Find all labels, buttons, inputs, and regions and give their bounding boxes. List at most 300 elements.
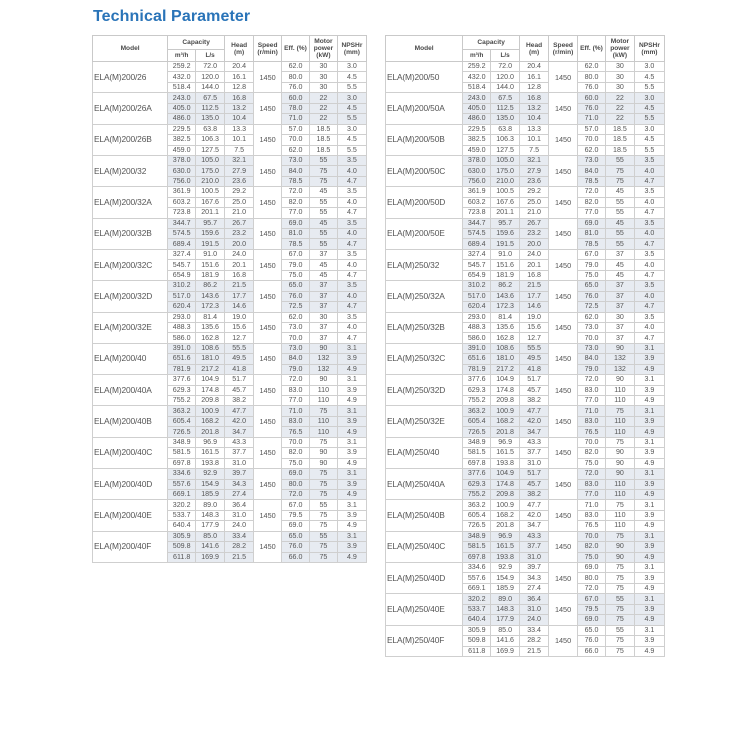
eff-cell: 76.0 [578,636,606,646]
flow-m3h-cell: 723.8 [463,208,491,218]
flow-m3h-cell: 629.3 [463,385,491,395]
eff-cell: 70.0 [578,531,606,541]
flow-m3h-cell: 581.5 [168,448,196,458]
eff-cell: 81.0 [282,229,310,239]
eff-cell: 83.0 [578,510,606,520]
motor-power-cell: 75 [605,563,634,573]
head-cell: 12.7 [520,333,549,343]
motor-power-cell: 37 [309,322,337,332]
model-cell: ELA(M)200/32B [93,218,168,249]
flow-m3h-cell: 605.4 [168,416,196,426]
motor-power-cell: 75 [605,176,634,186]
table-row [386,375,665,385]
eff-cell: 60.0 [578,93,606,103]
speed-cell: 1450 [549,343,578,374]
head-cell: 10.1 [225,135,254,145]
npshr-cell: 4.7 [634,176,664,186]
flow-m3h-cell: 586.0 [463,333,491,343]
flow-m3h-cell: 726.5 [168,427,196,437]
head-cell: 36.4 [520,594,549,604]
npshr-cell: 4.0 [634,229,664,239]
flow-m3h-cell: 377.6 [463,375,491,385]
flow-ls-cell: 175.0 [491,166,520,176]
flow-ls-cell: 209.8 [491,396,520,406]
model-cell: ELA(M)200/40 [93,343,168,374]
flow-m3h-cell: 781.9 [463,364,491,374]
flow-ls-cell: 112.5 [491,103,520,113]
flow-m3h-cell: 305.9 [463,625,491,635]
header-model: Model [93,36,168,62]
flow-m3h-cell: 603.2 [168,197,196,207]
eff-cell: 83.0 [578,479,606,489]
flow-ls-cell: 72.0 [196,62,225,72]
model-cell: ELA(M)200/50A [386,93,463,124]
eff-cell: 65.0 [578,625,606,635]
head-cell: 49.5 [225,354,254,364]
motor-power-cell: 75 [605,531,634,541]
head-cell: 14.6 [225,302,254,312]
flow-ls-cell: 91.0 [491,249,520,259]
head-cell: 20.0 [520,239,549,249]
flow-m3h-cell: 533.7 [463,604,491,614]
eff-cell: 84.0 [578,166,606,176]
eff-cell: 71.0 [578,114,606,124]
flow-m3h-cell: 557.6 [168,479,196,489]
flow-m3h-cell: 243.0 [463,93,491,103]
flow-m3h-cell: 611.8 [168,552,196,562]
npshr-cell: 4.0 [634,260,664,270]
motor-power-cell: 45 [605,218,634,228]
npshr-cell: 4.7 [337,239,366,249]
model-cell: ELA(M)200/32E [93,312,168,343]
eff-cell: 77.0 [578,489,606,499]
flow-m3h-cell: 605.4 [463,416,491,426]
head-cell: 38.2 [225,396,254,406]
flow-m3h-cell: 243.0 [168,93,196,103]
motor-power-cell: 37 [605,302,634,312]
model-cell: ELA(M)250/32B [386,312,463,343]
head-cell: 27.4 [225,489,254,499]
eff-cell: 77.0 [282,208,310,218]
model-cell: ELA(M)200/40F [93,531,168,562]
flow-ls-cell: 209.8 [491,489,520,499]
flow-m3h-cell: 574.5 [168,229,196,239]
flow-ls-cell: 100.9 [196,406,225,416]
npshr-cell: 4.5 [634,72,664,82]
parameter-table-right [385,35,665,657]
flow-ls-cell: 172.3 [491,302,520,312]
head-cell: 37.7 [520,542,549,552]
flow-ls-cell: 143.6 [196,291,225,301]
header-flow-m3h: m³/h [463,50,491,62]
motor-power-cell: 110 [309,427,337,437]
flow-m3h-cell: 459.0 [463,145,491,155]
eff-cell: 75.0 [282,458,310,468]
flow-ls-cell: 105.0 [196,155,225,165]
flow-ls-cell: 86.2 [196,281,225,291]
npshr-cell: 3.0 [634,93,664,103]
eff-cell: 70.0 [578,437,606,447]
eff-cell: 65.0 [578,281,606,291]
flow-ls-cell: 144.0 [196,82,225,92]
motor-power-cell: 90 [309,448,337,458]
flow-ls-cell: 168.2 [196,416,225,426]
motor-power-cell: 55 [309,197,337,207]
header-npshr: NPSHr (mm) [634,36,664,62]
head-cell: 43.3 [225,437,254,447]
head-cell: 32.1 [225,155,254,165]
model-cell: ELA(M)200/50B [386,124,463,155]
flow-ls-cell: 169.9 [196,552,225,562]
flow-m3h-cell: 518.4 [168,82,196,92]
motor-power-cell: 90 [605,552,634,562]
npshr-cell: 4.9 [634,458,664,468]
flow-ls-cell: 81.4 [196,312,225,322]
motor-power-cell: 55 [309,239,337,249]
eff-cell: 67.0 [282,500,310,510]
model-cell: ELA(M)200/40E [93,500,168,531]
flow-ls-cell: 167.6 [196,197,225,207]
flow-ls-cell: 193.8 [196,458,225,468]
npshr-cell: 3.0 [337,62,366,72]
head-cell: 13.3 [225,124,254,134]
npshr-cell: 4.7 [634,270,664,280]
flow-m3h-cell: 726.5 [463,521,491,531]
npshr-cell: 4.9 [337,521,366,531]
eff-cell: 73.0 [282,155,310,165]
motor-power-cell: 75 [605,646,634,656]
motor-power-cell: 75 [605,406,634,416]
flow-ls-cell: 172.3 [196,302,225,312]
flow-ls-cell: 161.5 [196,448,225,458]
model-cell: ELA(M)200/40B [93,406,168,437]
motor-power-cell: 90 [309,458,337,468]
table-row [386,312,665,322]
head-cell: 20.4 [225,62,254,72]
motor-power-cell: 90 [605,469,634,479]
speed-cell: 1450 [254,62,282,93]
model-cell: ELA(M)200/26A [93,93,168,124]
head-cell: 27.9 [225,166,254,176]
head-cell: 19.0 [520,312,549,322]
speed-cell: 1450 [549,563,578,594]
flow-m3h-cell: 603.2 [463,197,491,207]
flow-m3h-cell: 629.3 [463,479,491,489]
npshr-cell: 5.5 [634,114,664,124]
flow-m3h-cell: 378.0 [168,155,196,165]
flow-m3h-cell: 518.4 [463,82,491,92]
motor-power-cell: 110 [605,479,634,489]
head-cell: 19.0 [225,312,254,322]
eff-cell: 80.0 [282,72,310,82]
header-eff: Eff. (%) [578,36,606,62]
motor-power-cell: 30 [605,312,634,322]
flow-ls-cell: 86.2 [491,281,520,291]
motor-power-cell: 37 [605,333,634,343]
flow-m3h-cell: 391.0 [168,343,196,353]
flow-ls-cell: 127.5 [491,145,520,155]
npshr-cell: 4.7 [634,208,664,218]
model-cell: ELA(M)200/26 [93,62,168,93]
motor-power-cell: 75 [309,166,337,176]
motor-power-cell: 30 [309,312,337,322]
flow-m3h-cell: 488.3 [463,322,491,332]
flow-m3h-cell: 382.5 [168,135,196,145]
flow-ls-cell: 191.5 [196,239,225,249]
flow-ls-cell: 108.6 [491,343,520,353]
motor-power-cell: 55 [309,229,337,239]
motor-power-cell: 22 [605,93,634,103]
model-cell: ELA(M)250/32E [386,406,463,437]
head-cell: 10.4 [520,114,549,124]
flow-ls-cell: 144.0 [491,82,520,92]
flow-m3h-cell: 432.0 [463,72,491,82]
head-cell: 21.0 [225,208,254,218]
motor-power-cell: 110 [605,489,634,499]
flow-ls-cell: 91.0 [196,249,225,259]
table-row [386,93,665,103]
flow-m3h-cell: 327.4 [463,249,491,259]
flow-ls-cell: 106.3 [491,135,520,145]
flow-m3h-cell: 363.2 [463,500,491,510]
table-row [386,531,665,541]
npshr-cell: 4.7 [337,333,366,343]
flow-ls-cell: 85.0 [491,625,520,635]
eff-cell: 79.0 [578,364,606,374]
npshr-cell: 4.0 [634,197,664,207]
motor-power-cell: 45 [605,187,634,197]
flow-ls-cell: 96.9 [491,531,520,541]
table-row [93,187,367,197]
eff-cell: 71.0 [578,500,606,510]
flow-ls-cell: 89.0 [491,594,520,604]
npshr-cell: 3.5 [337,249,366,259]
model-cell: ELA(M)200/50C [386,155,463,186]
motor-power-cell: 18.5 [309,145,337,155]
motor-power-cell: 75 [605,573,634,583]
motor-power-cell: 37 [309,302,337,312]
motor-power-cell: 30 [309,62,337,72]
npshr-cell: 4.9 [337,364,366,374]
head-cell: 17.7 [520,291,549,301]
eff-cell: 75.0 [578,552,606,562]
flow-ls-cell: 162.8 [196,333,225,343]
eff-cell: 73.0 [282,322,310,332]
npshr-cell: 4.0 [337,197,366,207]
motor-power-cell: 22 [309,114,337,124]
motor-power-cell: 45 [309,187,337,197]
eff-cell: 57.0 [578,124,606,134]
flow-ls-cell: 201.8 [491,521,520,531]
head-cell: 43.3 [520,437,549,447]
model-cell: ELA(M)200/32D [93,281,168,312]
head-cell: 32.1 [520,155,549,165]
speed-cell: 1450 [254,406,282,437]
motor-power-cell: 18.5 [605,145,634,155]
flow-m3h-cell: 320.2 [168,500,196,510]
flow-m3h-cell: 293.0 [168,312,196,322]
motor-power-cell: 18.5 [605,135,634,145]
npshr-cell: 3.1 [337,500,366,510]
head-cell: 39.7 [225,469,254,479]
table-row [93,406,367,416]
speed-cell: 1450 [254,531,282,562]
head-cell: 45.7 [520,385,549,395]
flow-m3h-cell: 293.0 [463,312,491,322]
eff-cell: 72.5 [282,302,310,312]
head-cell: 55.5 [225,343,254,353]
speed-cell: 1450 [549,406,578,437]
eff-cell: 83.0 [578,385,606,395]
npshr-cell: 3.9 [337,542,366,552]
model-cell: ELA(M)250/40E [386,594,463,625]
motor-power-cell: 55 [605,197,634,207]
eff-cell: 65.0 [282,531,310,541]
head-cell: 45.7 [520,479,549,489]
motor-power-cell: 30 [309,82,337,92]
npshr-cell: 4.0 [634,291,664,301]
motor-power-cell: 37 [309,291,337,301]
npshr-cell: 3.9 [634,636,664,646]
flow-ls-cell: 104.9 [491,375,520,385]
motor-power-cell: 75 [309,469,337,479]
eff-cell: 70.0 [282,135,310,145]
npshr-cell: 4.0 [337,166,366,176]
head-cell: 49.5 [520,354,549,364]
head-cell: 41.8 [520,364,549,374]
table-row [386,155,665,165]
npshr-cell: 3.5 [634,218,664,228]
speed-cell: 1450 [549,218,578,249]
speed-cell: 1450 [254,218,282,249]
npshr-cell: 3.1 [337,469,366,479]
flow-ls-cell: 108.6 [196,343,225,353]
head-cell: 16.8 [225,93,254,103]
eff-cell: 62.0 [578,312,606,322]
flow-ls-cell: 148.3 [491,604,520,614]
flow-ls-cell: 193.8 [491,552,520,562]
flow-ls-cell: 151.6 [196,260,225,270]
model-cell: ELA(M)250/32 [386,249,463,280]
eff-cell: 75.0 [282,270,310,280]
flow-ls-cell: 167.6 [491,197,520,207]
speed-cell: 1450 [549,62,578,93]
motor-power-cell: 110 [605,385,634,395]
head-cell: 21.5 [225,552,254,562]
speed-cell: 1450 [549,124,578,155]
flow-m3h-cell: 756.0 [168,176,196,186]
header-model: Model [386,36,463,62]
npshr-cell: 3.5 [634,187,664,197]
flow-ls-cell: 181.9 [196,270,225,280]
flow-ls-cell: 159.6 [491,229,520,239]
model-cell: ELA(M)250/40F [386,625,463,656]
npshr-cell: 3.1 [337,375,366,385]
npshr-cell: 3.5 [337,281,366,291]
eff-cell: 79.0 [578,260,606,270]
eff-cell: 78.5 [578,239,606,249]
head-cell: 21.0 [520,208,549,218]
npshr-cell: 4.9 [337,552,366,562]
eff-cell: 76.5 [282,427,310,437]
flow-ls-cell: 100.5 [196,187,225,197]
npshr-cell: 4.7 [634,302,664,312]
npshr-cell: 4.5 [337,135,366,145]
motor-power-cell: 45 [605,260,634,270]
model-cell: ELA(M)250/40D [386,563,463,594]
npshr-cell: 3.9 [634,573,664,583]
flow-m3h-cell: 259.2 [463,62,491,72]
table-row [93,343,367,353]
npshr-cell: 3.1 [634,594,664,604]
model-cell: ELA(M)250/32A [386,281,463,312]
motor-power-cell: 110 [605,510,634,520]
flow-m3h-cell: 654.9 [463,270,491,280]
npshr-cell: 3.5 [337,312,366,322]
motor-power-cell: 75 [309,479,337,489]
eff-cell: 78.5 [282,239,310,249]
flow-ls-cell: 151.6 [491,260,520,270]
model-cell: ELA(M)250/40C [386,531,463,562]
speed-cell: 1450 [549,531,578,562]
head-cell: 20.1 [225,260,254,270]
flow-ls-cell: 92.9 [196,469,225,479]
npshr-cell: 3.1 [337,437,366,447]
motor-power-cell: 90 [309,343,337,353]
flow-ls-cell: 106.3 [196,135,225,145]
npshr-cell: 3.1 [634,625,664,635]
speed-cell: 1450 [549,281,578,312]
flow-m3h-cell: 620.4 [463,302,491,312]
speed-cell: 1450 [254,312,282,343]
head-cell: 28.2 [225,542,254,552]
head-cell: 43.3 [520,531,549,541]
speed-cell: 1450 [549,375,578,406]
head-cell: 36.4 [225,500,254,510]
flow-ls-cell: 161.5 [491,542,520,552]
npshr-cell: 4.9 [634,364,664,374]
flow-ls-cell: 169.9 [491,646,520,656]
table-row [93,437,367,447]
model-cell: ELA(M)250/32D [386,375,463,406]
motor-power-cell: 37 [309,281,337,291]
head-cell: 51.7 [225,375,254,385]
table-row [386,469,665,479]
motor-power-cell: 75 [605,604,634,614]
header-capacity: Capacity [463,36,520,50]
flow-ls-cell: 168.2 [491,510,520,520]
head-cell: 15.6 [225,322,254,332]
head-cell: 7.5 [225,145,254,155]
eff-cell: 66.0 [282,552,310,562]
table-row [93,218,367,228]
header-flow-ls: L/s [491,50,520,62]
head-cell: 23.2 [225,229,254,239]
speed-cell: 1450 [254,375,282,406]
motor-power-cell: 18.5 [309,135,337,145]
head-cell: 47.7 [520,500,549,510]
flow-ls-cell: 161.5 [491,448,520,458]
head-cell: 39.7 [520,563,549,573]
eff-cell: 72.5 [578,302,606,312]
eff-cell: 76.0 [578,103,606,113]
flow-ls-cell: 120.0 [491,72,520,82]
eff-cell: 76.0 [282,82,310,92]
head-cell: 24.0 [225,249,254,259]
eff-cell: 65.0 [282,281,310,291]
npshr-cell: 4.0 [337,260,366,270]
flow-ls-cell: 95.7 [196,218,225,228]
